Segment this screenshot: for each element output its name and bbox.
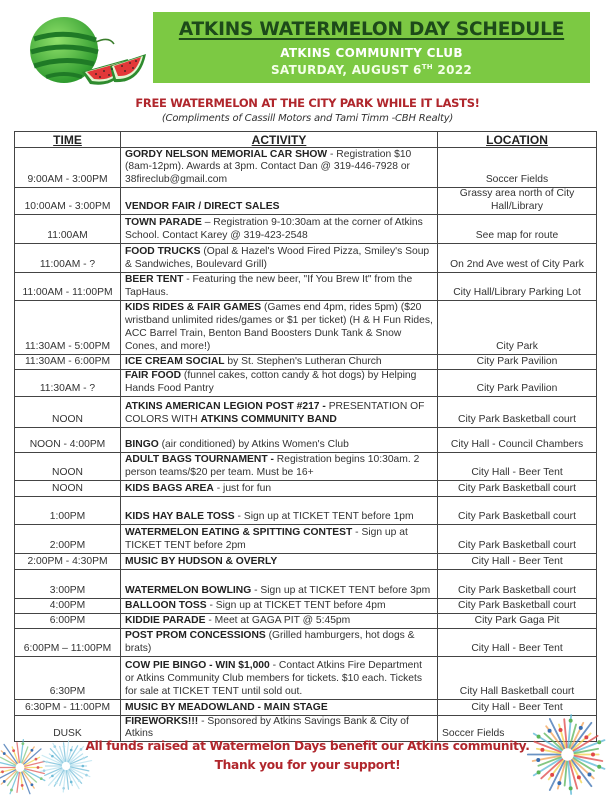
activity-title: TOWN PARADE bbox=[125, 217, 202, 228]
table-row bbox=[15, 214, 597, 243]
row-activity bbox=[121, 496, 438, 524]
event-date-day: SATURDAY, AUGUST 6 bbox=[270, 63, 422, 77]
activity-detail: - Sign up at TICKET TENT before 1pm bbox=[234, 510, 414, 522]
firework-spark bbox=[46, 761, 49, 764]
table-header-row bbox=[15, 132, 597, 148]
activity-title: VENDOR FAIR / DIRECT SALES bbox=[125, 200, 280, 212]
activity-title: FAIR FOOD bbox=[125, 370, 182, 381]
row-location: Soccer Fields bbox=[438, 715, 597, 742]
activity-detail: - Contact Atkins Fire Department or Atkins Community Club members for tickets. $10 each. Tickets for sale at TICKET TENT until sold out. bbox=[125, 660, 423, 697]
table-row bbox=[15, 427, 597, 452]
row-time: 6:30PM - 11:00PM bbox=[15, 699, 121, 715]
activity-title: GORDY NELSON MEMORIAL CAR SHOW bbox=[125, 148, 328, 160]
watermelon-icon bbox=[24, 14, 149, 89]
row-location: Grassy area north of City Hall/Library bbox=[438, 188, 597, 215]
row-time: NOON - 4:00PM bbox=[15, 427, 121, 452]
row-activity bbox=[121, 243, 438, 272]
row-location: City Hall - Beer Tent bbox=[438, 628, 597, 656]
activity-detail: (funnel cakes, cotton candy & hot dogs) by Helping Hands Food Pantry bbox=[125, 370, 417, 394]
row-location: City Park Basketball court bbox=[438, 480, 597, 496]
firework-spark bbox=[21, 742, 24, 745]
sponsor-credit: (Compliments of Cassill Motors and Tami Timm -CBH Realty) bbox=[161, 113, 454, 124]
activity-detail: Registration begins 10:30am. 2 person teams/$20 per team. Must be 16+ bbox=[125, 454, 420, 478]
firework-spark bbox=[31, 749, 34, 752]
activity-detail: - Sponsored by Atkins Savings Bank & City of Atkins bbox=[125, 715, 409, 740]
table-row bbox=[15, 496, 597, 524]
activity-title: ADULT BAGS TOURNAMENT - bbox=[125, 454, 274, 465]
footer-line-2: Thank you for your support! bbox=[214, 758, 401, 772]
firework-spark bbox=[597, 740, 601, 744]
row-location: City Hall/Library Parking Lot bbox=[438, 272, 597, 300]
activity-detail: - Sign up at TICKET TENT before 2pm bbox=[125, 527, 408, 551]
activity-title: ICE CREAM SOCIAL bbox=[125, 355, 225, 367]
firework-icon bbox=[38, 735, 94, 797]
firework-spark bbox=[591, 753, 595, 757]
table-row bbox=[15, 148, 597, 188]
row-activity bbox=[121, 452, 438, 480]
firework-spark bbox=[550, 773, 554, 777]
firework-spark bbox=[10, 789, 13, 792]
firework-spark bbox=[83, 757, 86, 760]
table-row bbox=[15, 188, 597, 215]
free-watermelon-headline: FREE WATERMELON AT THE CITY PARK WHILE IT LASTS! bbox=[135, 96, 480, 110]
row-activity bbox=[121, 699, 438, 715]
activity-title: POST PROM CONCESSIONS bbox=[125, 630, 266, 641]
row-time: 11:00AM bbox=[15, 214, 121, 243]
activity-detail: PRESENTATION OF COLORS WITH bbox=[125, 401, 425, 425]
activity-title: COW PIE BINGO - WIN $1,000 bbox=[125, 660, 270, 672]
row-location: On 2nd Ave west of City Park bbox=[438, 243, 597, 272]
firework-spark bbox=[3, 752, 6, 755]
activity-title: BEER TENT bbox=[125, 274, 184, 285]
title-banner bbox=[153, 12, 590, 83]
row-time: 2:00PM - 4:30PM bbox=[15, 553, 121, 569]
firework-spark bbox=[51, 755, 54, 758]
activity-detail: - Sign up at TICKET TENT before 4pm bbox=[206, 599, 386, 611]
row-location: City Hall Basketball court bbox=[438, 656, 597, 699]
row-location: City Hall - Beer Tent bbox=[438, 699, 597, 715]
row-location: City Park bbox=[438, 300, 597, 354]
row-time: 6:00PM bbox=[15, 613, 121, 628]
row-time: NOON bbox=[15, 480, 121, 496]
table-row bbox=[15, 369, 597, 396]
table-row bbox=[15, 656, 597, 699]
activity-title: MUSIC BY MEADOWLAND - MAIN STAGE bbox=[125, 701, 328, 713]
row-location: City Park Basketball court bbox=[438, 598, 597, 613]
firework-spark bbox=[540, 748, 544, 752]
activity-detail: - Meet at GAGA PIT @ 5:45pm bbox=[205, 614, 351, 626]
table-row bbox=[15, 524, 597, 553]
table-row bbox=[15, 300, 597, 354]
firework-icon bbox=[525, 712, 610, 797]
column-header-time: TIME bbox=[15, 132, 121, 148]
row-time: 11:00AM - 11:00PM bbox=[15, 272, 121, 300]
firework-spark bbox=[569, 719, 573, 723]
row-location: City Hall - Beer Tent bbox=[438, 553, 597, 569]
activity-detail: (Games end 4pm, rides 5pm) ($20 wristband unlimited rides/games or $1 per ticket) (H & H Fun Rides, ACC Barrel Train, Benton Band Boosters Dunk Tank & Snow Cones, and more!) bbox=[125, 302, 433, 352]
firework-spark bbox=[62, 787, 65, 790]
row-activity bbox=[121, 300, 438, 354]
activity-title: WATERMELON BOWLING bbox=[125, 584, 252, 596]
column-header-location: LOCATION bbox=[438, 132, 597, 148]
activity-title: MUSIC BY HUDSON & OVERLY bbox=[125, 555, 278, 567]
activity-title: WATERMELON EATING & SPITTING CONTEST bbox=[125, 527, 353, 538]
firework-spark bbox=[70, 749, 73, 752]
row-time: 9:00AM - 3:00PM bbox=[15, 148, 121, 188]
table-row bbox=[15, 553, 597, 569]
row-activity bbox=[121, 553, 438, 569]
table-row bbox=[15, 354, 597, 369]
row-activity bbox=[121, 214, 438, 243]
row-location: City Park Pavilion bbox=[438, 369, 597, 396]
row-time: 11:30AM - 5:00PM bbox=[15, 300, 121, 354]
row-time: 3:00PM bbox=[15, 569, 121, 598]
firework-spark bbox=[35, 758, 38, 761]
row-activity bbox=[121, 427, 438, 452]
row-activity bbox=[121, 480, 438, 496]
firework-spark bbox=[70, 781, 73, 784]
row-activity bbox=[121, 613, 438, 628]
table-row bbox=[15, 613, 597, 628]
table-row bbox=[15, 243, 597, 272]
row-location: City Hall - Council Chambers bbox=[438, 427, 597, 452]
table-row bbox=[15, 569, 597, 598]
row-time: 2:00PM bbox=[15, 524, 121, 553]
event-date-year: 2022 bbox=[432, 63, 473, 77]
row-activity bbox=[121, 628, 438, 656]
event-date bbox=[153, 63, 590, 77]
activity-title: BINGO bbox=[125, 438, 159, 450]
activity-title: BALLOON TOSS bbox=[125, 599, 207, 611]
activity-detail: (air conditioned) by Atkins Women's Club bbox=[158, 438, 349, 450]
row-time: NOON bbox=[15, 452, 121, 480]
row-activity bbox=[121, 354, 438, 369]
firework-spark bbox=[43, 769, 46, 772]
firework-spark bbox=[85, 774, 88, 777]
row-time: 11:30AM - 6:00PM bbox=[15, 354, 121, 369]
row-location: City Park Basketball court bbox=[438, 396, 597, 427]
firework-spark bbox=[63, 745, 66, 748]
firework-spark bbox=[597, 765, 601, 769]
firework-spark bbox=[3, 780, 6, 783]
firework-spark bbox=[557, 781, 561, 785]
footer-line-1: All funds raised at Watermelon Days benefit our Atkins community. bbox=[85, 739, 530, 753]
row-time: 10:00AM - 3:00PM bbox=[15, 188, 121, 215]
firework-spark bbox=[537, 735, 541, 739]
activity-title: KIDS HAY BALE TOSS bbox=[125, 510, 235, 522]
row-activity bbox=[121, 272, 438, 300]
row-time: 1:00PM bbox=[15, 496, 121, 524]
activity-title: KIDS RIDES & FAIR GAMES bbox=[125, 302, 262, 314]
row-location: City Park Basketball court bbox=[438, 569, 597, 598]
activity-title: KIDS BAGS AREA bbox=[125, 482, 214, 494]
firework-spark bbox=[579, 726, 583, 730]
firework-spark bbox=[536, 758, 540, 762]
firework-spark bbox=[81, 765, 84, 768]
table-row bbox=[15, 272, 597, 300]
firework-spark bbox=[537, 770, 541, 774]
row-location: See map for route bbox=[438, 214, 597, 243]
row-activity bbox=[121, 656, 438, 699]
schedule-table bbox=[14, 131, 597, 742]
activity-detail: (Opal & Hazel's Wood Fired Pizza, Smiley's Soup & Sandwiches, Boulevard Grill) bbox=[125, 246, 430, 270]
table-row bbox=[15, 452, 597, 480]
row-time: 11:30AM - ? bbox=[15, 369, 121, 396]
row-time: NOON bbox=[15, 396, 121, 427]
firework-spark bbox=[31, 783, 34, 786]
row-location: City Park Gaga Pit bbox=[438, 613, 597, 628]
firework-spark bbox=[559, 728, 563, 732]
page-title: ATKINS WATERMELON DAY SCHEDULE bbox=[178, 19, 565, 40]
row-location: City Park Basketball court bbox=[438, 524, 597, 553]
firework-spark bbox=[548, 729, 552, 733]
row-activity bbox=[121, 148, 438, 188]
firework-spark bbox=[584, 735, 588, 739]
activity-detail: (Grilled hamburgers, hot dogs & brats) bbox=[125, 630, 415, 654]
row-time: 6:30PM bbox=[15, 656, 121, 699]
row-location: City Hall - Beer Tent bbox=[438, 452, 597, 480]
table-row bbox=[15, 480, 597, 496]
firework-spark bbox=[80, 748, 83, 751]
organization-name: ATKINS COMMUNITY CLUB bbox=[280, 46, 463, 60]
row-activity bbox=[121, 569, 438, 598]
activity-detail: - Registration $10 (8am-12pm). Awards at 3pm. Contact Dan @ 319-446-7928 or 38fireclub@gmail.com bbox=[125, 148, 412, 186]
row-activity bbox=[121, 598, 438, 613]
activity-detail: – Registration 9-10:30am at the corner of Atkins School. Contact Karey @ 319-423-2548 bbox=[125, 217, 423, 241]
row-time: DUSK bbox=[15, 715, 121, 742]
activity-title: FIREWORKS!!! bbox=[125, 715, 199, 727]
column-header-activity: ACTIVITY bbox=[121, 132, 438, 148]
firework-spark bbox=[53, 745, 56, 748]
activity-detail: by St. Stephen's Lutheran Church bbox=[224, 355, 382, 367]
row-time: 11:00AM - ? bbox=[15, 243, 121, 272]
row-location: Soccer Fields bbox=[438, 148, 597, 188]
activity-title: ATKINS AMERICAN LEGION POST #217 - bbox=[125, 401, 326, 412]
firework-spark bbox=[1, 770, 4, 773]
row-activity bbox=[121, 524, 438, 553]
row-location: City Park Basketball court bbox=[438, 496, 597, 524]
firework-spark bbox=[569, 786, 573, 790]
firework-spark bbox=[588, 773, 592, 777]
firework-spark bbox=[78, 779, 81, 782]
event-date-suffix: TH bbox=[421, 63, 433, 71]
activity-detail: - Sign up at TICKET TENT before 3pm bbox=[251, 584, 431, 596]
row-time: 6:00PM – 11:00PM bbox=[15, 628, 121, 656]
table-row bbox=[15, 598, 597, 613]
activity-title: KIDDIE PARADE bbox=[125, 614, 206, 626]
activity-title: FOOD TRUCKS bbox=[125, 246, 201, 257]
row-activity bbox=[121, 396, 438, 427]
row-time: 4:00PM bbox=[15, 598, 121, 613]
row-location: City Park Pavilion bbox=[438, 354, 597, 369]
firework-spark bbox=[12, 749, 15, 752]
firework-spark bbox=[55, 782, 58, 785]
firework-spark bbox=[577, 775, 581, 779]
table-row bbox=[15, 396, 597, 427]
activity-detail: - Featuring the new beer, "If You Brew It" from the TapHaus. bbox=[125, 274, 413, 298]
firework-spark bbox=[21, 784, 24, 787]
row-activity bbox=[121, 188, 438, 215]
table-row bbox=[15, 699, 597, 715]
row-activity bbox=[121, 369, 438, 396]
activity-title-secondary: ATKINS COMMUNITY BAND bbox=[200, 413, 337, 425]
activity-detail: - just for fun bbox=[213, 482, 272, 494]
table-row bbox=[15, 628, 597, 656]
firework-spark bbox=[51, 775, 54, 778]
